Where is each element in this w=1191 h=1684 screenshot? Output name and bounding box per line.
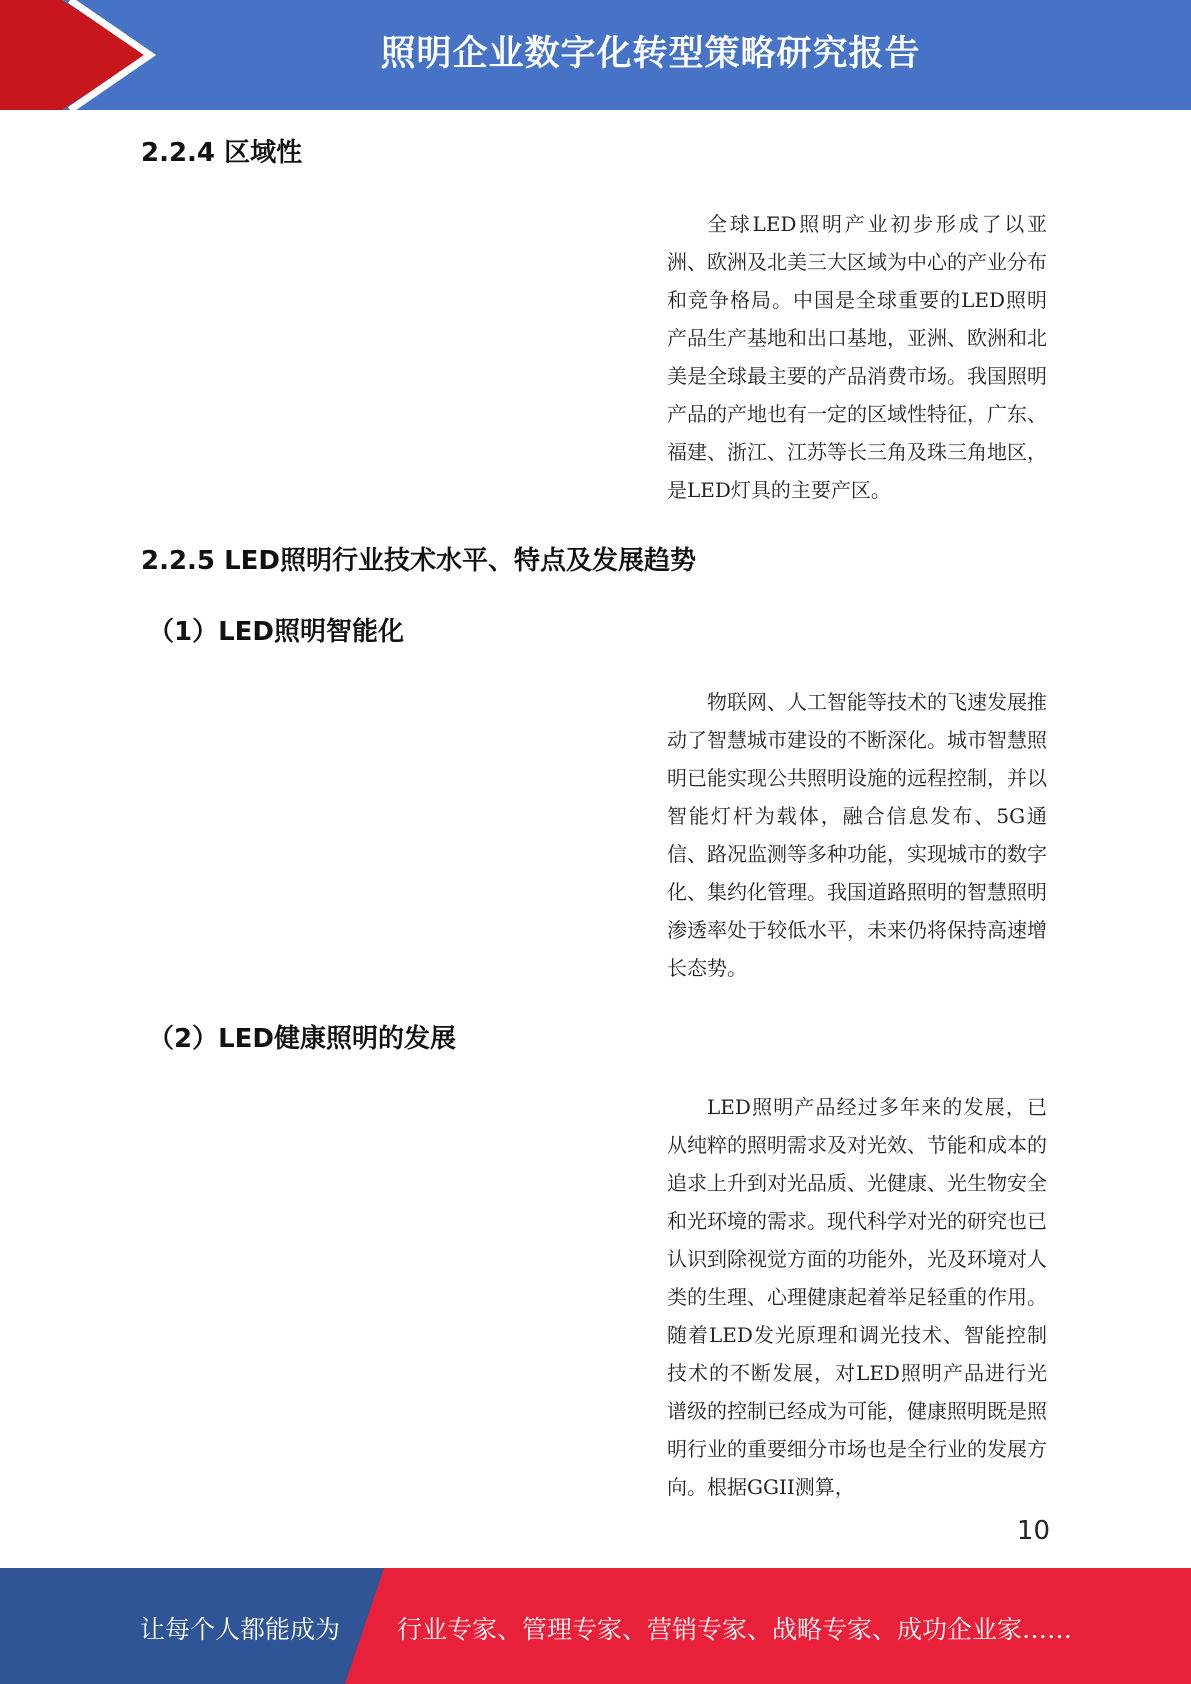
subsection-heading-1: （1）LED照明智能化 — [148, 617, 405, 647]
subsection-2-paragraph: LED照明产品经过多年来的发展，已从纯粹的照明需求及对光效、节能和成本的追求上升到对光品质、光健康、光生物安全和光环境的需求。现代科学对光的研究也已认识到除视觉方面的功能外，光及环境对人类的生理、心理健康起着举足轻重的作用。随着LED发光原理和调光技术、智能控制技术的不断发展，对LED照明产品进行光谱级的控制已经成为可能，健康照明既是照明行业的重要细分市场也是全行业的发展方向。根据GGII测算， — [667, 1095, 1047, 1499]
footer-slogan-left: 让每个人都能成为 — [140, 1615, 341, 1644]
subsection-1-paragraph: 物联网、人工智能等技术的飞速发展推动了智慧城市建设的不断深化。城市智慧照明已能实现公共照明设施的远程控制，并以智能灯杆为载体，融合信息发布、5G通信、路况监测等多种功能，实现城市的数字化、集约化管理。我国道路照明的智慧照明渗透率处于较低水平，未来仍将保持高速增长态势。 — [667, 690, 1047, 980]
footer-slogan-right: 行业专家、管理专家、营销专家、战略专家、成功企业家…… — [397, 1615, 1073, 1644]
page-number: 10 — [1016, 1516, 1050, 1546]
report-title: 照明企业数字化转型策略研究报告 — [380, 34, 921, 74]
section-heading-2-2-5: 2.2.5 LED照明行业技术水平、特点及发展趋势 — [141, 546, 696, 576]
subsection-heading-2: （2）LED健康照明的发展 — [148, 1024, 457, 1054]
section-heading-2-2-4: 2.2.4 区域性 — [141, 138, 303, 168]
section-2-2-4-paragraph: 全球LED照明产业初步形成了以亚洲、欧洲及北美三大区域为中心的产业分布和竞争格局。中国是全球重要的LED照明产品生产基地和出口基地，亚洲、欧洲和北美是全球最主要的产品消费市场。我国照明产品的产地也有一定的区域性特征，广东、福建、浙江、江苏等长三角及珠三角地区，是LED灯具的主要产区。 — [667, 212, 1047, 502]
page-header — [0, 0, 1191, 110]
page-footer — [0, 1568, 1191, 1684]
